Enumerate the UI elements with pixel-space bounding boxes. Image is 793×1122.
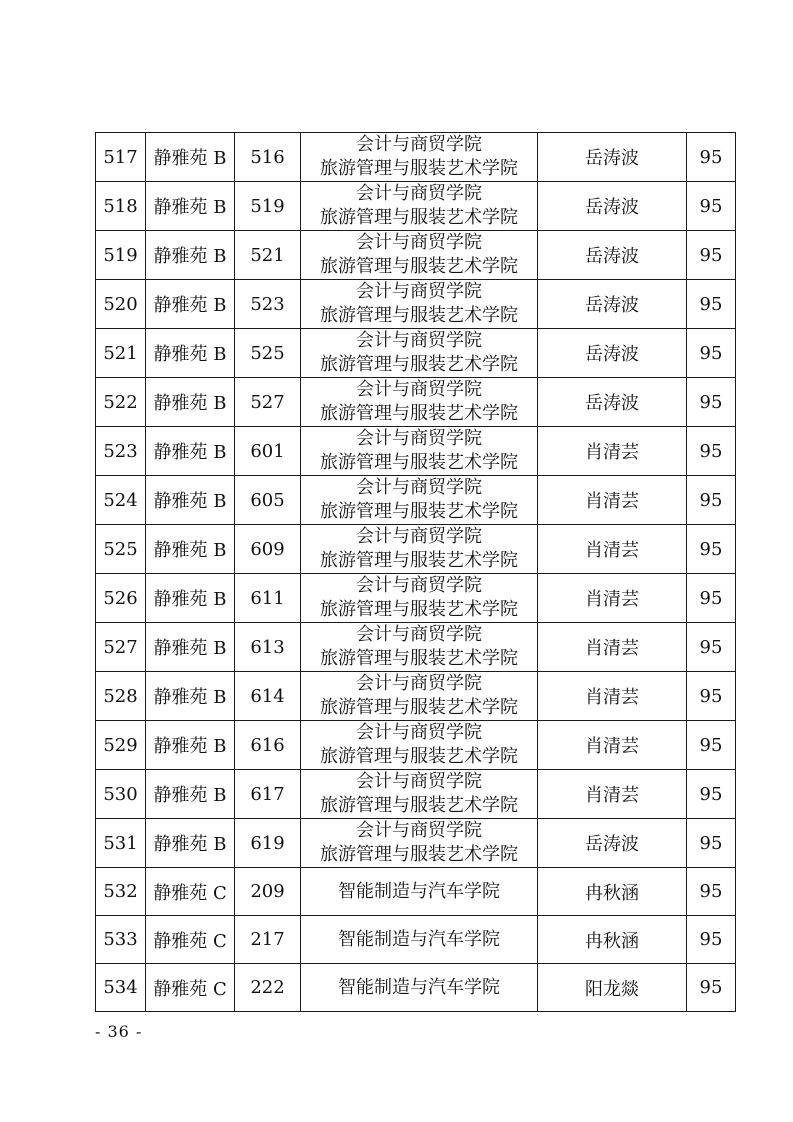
department-name: 旅游管理与服装艺术学院	[320, 844, 518, 865]
building-cell: 静雅苑 B	[146, 770, 235, 819]
department-name: 旅游管理与服装艺术学院	[320, 501, 518, 522]
table-row	[96, 280, 736, 329]
inspector-cell: 肖清芸	[538, 427, 687, 476]
row-number-cell: 519	[96, 231, 146, 280]
building-cell: 静雅苑 B	[146, 133, 235, 182]
room-cell: 209	[235, 868, 301, 916]
department-name: 旅游管理与服装艺术学院	[320, 403, 518, 424]
inspector-cell: 肖清芸	[538, 721, 687, 770]
department-cell	[301, 574, 538, 623]
table-row	[96, 378, 736, 427]
row-number-cell: 532	[96, 868, 146, 916]
score-cell: 95	[687, 427, 736, 476]
building-cell: 静雅苑 B	[146, 329, 235, 378]
department-cell	[301, 964, 538, 1012]
building-cell: 静雅苑 B	[146, 574, 235, 623]
department-cell	[301, 770, 538, 819]
score-cell: 95	[687, 280, 736, 329]
room-cell: 613	[235, 623, 301, 672]
inspector-cell: 肖清芸	[538, 672, 687, 721]
department-cell	[301, 672, 538, 721]
room-cell: 605	[235, 476, 301, 525]
department-name: 会计与商贸学院	[356, 134, 482, 155]
inspector-cell: 岳涛波	[538, 378, 687, 427]
score-cell: 95	[687, 672, 736, 721]
building-cell: 静雅苑 C	[146, 868, 235, 916]
department-name: 旅游管理与服装艺术学院	[320, 599, 518, 620]
inspector-cell: 肖清芸	[538, 623, 687, 672]
building-cell: 静雅苑 C	[146, 964, 235, 1012]
table-row	[96, 427, 736, 476]
score-cell: 95	[687, 329, 736, 378]
department-name: 旅游管理与服装艺术学院	[320, 207, 518, 228]
inspector-cell: 岳涛波	[538, 329, 687, 378]
department-cell	[301, 623, 538, 672]
department-name: 会计与商贸学院	[356, 428, 482, 449]
table-row	[96, 868, 736, 916]
table-row	[96, 623, 736, 672]
department-name: 智能制造与汽车学院	[338, 928, 500, 950]
department-name: 会计与商贸学院	[356, 477, 482, 498]
department-name: 旅游管理与服装艺术学院	[320, 452, 518, 473]
inspector-cell: 冉秋涵	[538, 868, 687, 916]
department-name: 会计与商贸学院	[356, 771, 482, 792]
inspector-cell: 岳涛波	[538, 133, 687, 182]
building-cell: 静雅苑 B	[146, 623, 235, 672]
table-row	[96, 574, 736, 623]
score-cell: 95	[687, 770, 736, 819]
building-cell: 静雅苑 B	[146, 672, 235, 721]
department-name: 旅游管理与服装艺术学院	[320, 550, 518, 571]
department-cell	[301, 329, 538, 378]
room-cell: 523	[235, 280, 301, 329]
score-cell: 95	[687, 574, 736, 623]
inspector-cell: 冉秋涵	[538, 916, 687, 964]
score-cell: 95	[687, 868, 736, 916]
row-number-cell: 531	[96, 819, 146, 868]
department-name: 旅游管理与服装艺术学院	[320, 697, 518, 718]
table-row	[96, 182, 736, 231]
department-name: 旅游管理与服装艺术学院	[320, 648, 518, 669]
score-cell: 95	[687, 133, 736, 182]
inspector-cell: 肖清芸	[538, 525, 687, 574]
score-cell: 95	[687, 623, 736, 672]
score-cell: 95	[687, 721, 736, 770]
score-cell: 95	[687, 231, 736, 280]
inspector-cell: 岳涛波	[538, 231, 687, 280]
department-name: 会计与商贸学院	[356, 232, 482, 253]
row-number-cell: 534	[96, 964, 146, 1012]
table-body	[96, 133, 736, 1012]
room-cell: 516	[235, 133, 301, 182]
room-cell: 617	[235, 770, 301, 819]
department-cell	[301, 182, 538, 231]
table-row	[96, 231, 736, 280]
table-row	[96, 525, 736, 574]
score-cell: 95	[687, 525, 736, 574]
table-row	[96, 329, 736, 378]
row-number-cell: 522	[96, 378, 146, 427]
department-name: 会计与商贸学院	[356, 330, 482, 351]
score-cell: 95	[687, 476, 736, 525]
room-cell: 525	[235, 329, 301, 378]
department-cell	[301, 916, 538, 964]
building-cell: 静雅苑 B	[146, 280, 235, 329]
building-cell: 静雅苑 B	[146, 819, 235, 868]
building-cell: 静雅苑 B	[146, 427, 235, 476]
table-row	[96, 133, 736, 182]
department-name: 会计与商贸学院	[356, 526, 482, 547]
building-cell: 静雅苑 B	[146, 231, 235, 280]
inspector-cell: 肖清芸	[538, 574, 687, 623]
table-row	[96, 672, 736, 721]
score-cell: 95	[687, 182, 736, 231]
building-cell: 静雅苑 B	[146, 378, 235, 427]
inspector-cell: 岳涛波	[538, 182, 687, 231]
room-cell: 616	[235, 721, 301, 770]
inspector-cell: 肖清芸	[538, 476, 687, 525]
department-cell	[301, 721, 538, 770]
department-name: 会计与商贸学院	[356, 624, 482, 645]
table-row	[96, 476, 736, 525]
room-cell: 217	[235, 916, 301, 964]
dormitory-score-table	[95, 132, 736, 1012]
row-number-cell: 527	[96, 623, 146, 672]
department-cell	[301, 525, 538, 574]
table-row	[96, 721, 736, 770]
table-row	[96, 964, 736, 1012]
department-name: 会计与商贸学院	[356, 379, 482, 400]
row-number-cell: 520	[96, 280, 146, 329]
row-number-cell: 517	[96, 133, 146, 182]
table-row	[96, 916, 736, 964]
row-number-cell: 524	[96, 476, 146, 525]
department-name: 旅游管理与服装艺术学院	[320, 158, 518, 179]
room-cell: 519	[235, 182, 301, 231]
department-cell	[301, 476, 538, 525]
score-cell: 95	[687, 964, 736, 1012]
page-number: - 36 -	[95, 1022, 143, 1041]
table-row	[96, 819, 736, 868]
department-cell	[301, 378, 538, 427]
room-cell: 527	[235, 378, 301, 427]
room-cell: 609	[235, 525, 301, 574]
department-name: 智能制造与汽车学院	[338, 880, 500, 902]
department-cell	[301, 819, 538, 868]
department-name: 会计与商贸学院	[356, 183, 482, 204]
row-number-cell: 523	[96, 427, 146, 476]
row-number-cell: 521	[96, 329, 146, 378]
inspector-cell: 阳龙燚	[538, 964, 687, 1012]
row-number-cell: 530	[96, 770, 146, 819]
building-cell: 静雅苑 B	[146, 525, 235, 574]
building-cell: 静雅苑 B	[146, 721, 235, 770]
row-number-cell: 518	[96, 182, 146, 231]
department-name: 旅游管理与服装艺术学院	[320, 305, 518, 326]
department-cell	[301, 231, 538, 280]
row-number-cell: 526	[96, 574, 146, 623]
building-cell: 静雅苑 B	[146, 476, 235, 525]
building-cell: 静雅苑 B	[146, 182, 235, 231]
department-cell	[301, 427, 538, 476]
row-number-cell: 533	[96, 916, 146, 964]
table-row	[96, 770, 736, 819]
department-name: 会计与商贸学院	[356, 575, 482, 596]
row-number-cell: 528	[96, 672, 146, 721]
department-cell	[301, 133, 538, 182]
inspector-cell: 肖清芸	[538, 770, 687, 819]
score-cell: 95	[687, 378, 736, 427]
room-cell: 619	[235, 819, 301, 868]
inspector-cell: 岳涛波	[538, 819, 687, 868]
room-cell: 614	[235, 672, 301, 721]
room-cell: 601	[235, 427, 301, 476]
department-name: 会计与商贸学院	[356, 673, 482, 694]
room-cell: 611	[235, 574, 301, 623]
score-cell: 95	[687, 916, 736, 964]
department-name: 旅游管理与服装艺术学院	[320, 795, 518, 816]
department-name: 会计与商贸学院	[356, 722, 482, 743]
room-cell: 222	[235, 964, 301, 1012]
department-name: 旅游管理与服装艺术学院	[320, 256, 518, 277]
score-cell: 95	[687, 819, 736, 868]
building-cell: 静雅苑 C	[146, 916, 235, 964]
department-name: 智能制造与汽车学院	[338, 976, 500, 998]
room-cell: 521	[235, 231, 301, 280]
inspector-cell: 岳涛波	[538, 280, 687, 329]
department-name: 旅游管理与服装艺术学院	[320, 354, 518, 375]
department-cell	[301, 280, 538, 329]
department-name: 旅游管理与服装艺术学院	[320, 746, 518, 767]
department-name: 会计与商贸学院	[356, 281, 482, 302]
department-cell	[301, 868, 538, 916]
department-name: 会计与商贸学院	[356, 820, 482, 841]
row-number-cell: 525	[96, 525, 146, 574]
row-number-cell: 529	[96, 721, 146, 770]
